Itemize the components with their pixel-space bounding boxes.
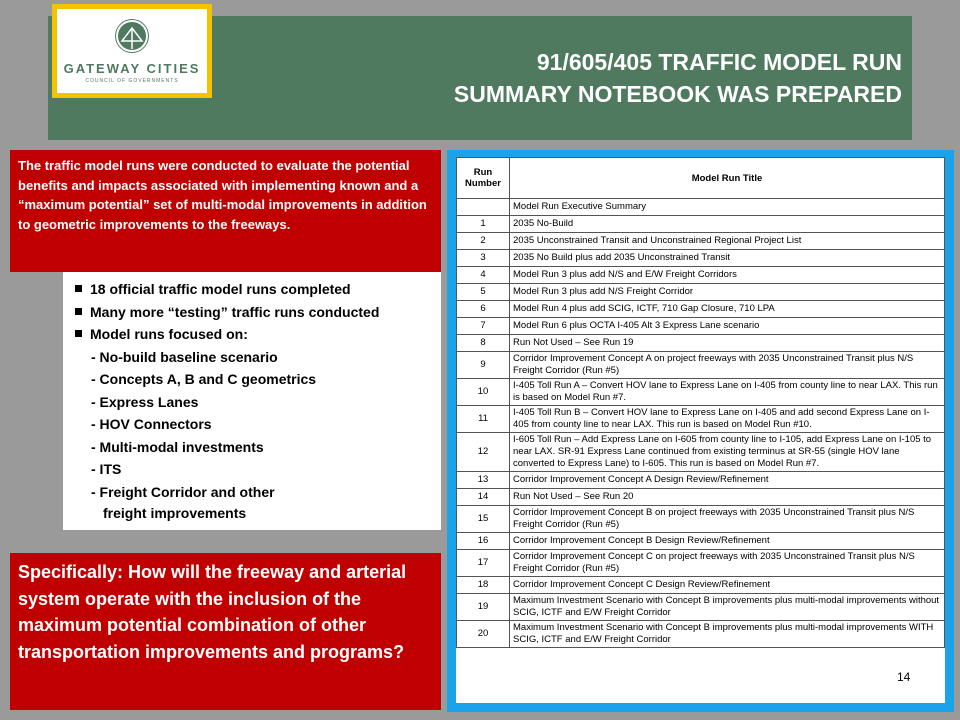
table-row <box>457 577 945 594</box>
table-row <box>457 621 945 648</box>
run-number-cell: 9 <box>457 352 510 379</box>
table-row <box>457 233 945 250</box>
run-number-cell: 14 <box>457 489 510 506</box>
slide-title <box>342 46 902 110</box>
table-row <box>457 199 945 216</box>
logo-emblem-icon <box>115 19 149 53</box>
table-row <box>457 250 945 267</box>
run-number-cell: 17 <box>457 550 510 577</box>
table-row <box>457 506 945 533</box>
run-title-cell: Model Run 3 plus add N/S and E/W Freight Corridors <box>510 267 945 284</box>
model-run-table <box>456 157 945 648</box>
title-line-2: SUMMARY NOTEBOOK WAS PREPARED <box>453 81 902 107</box>
run-title-cell: I-405 Toll Run A – Convert HOV lane to Express Lane on I-405 from county line to near LAX. This run is based on Model Run #7. <box>510 379 945 406</box>
run-title-cell: 2035 Unconstrained Transit and Unconstrained Regional Project List <box>510 233 945 250</box>
table-row <box>457 284 945 301</box>
column-header-run-number: Run Number <box>457 158 510 199</box>
table-row <box>457 216 945 233</box>
sub-list-item: - HOV Connectors <box>91 416 212 432</box>
question-text-box: Specifically: How will the freeway and arterial system operate with the inclusion of the maximum potential combination of other transportation improvements and programs? <box>10 553 441 710</box>
run-number-cell <box>457 199 510 216</box>
run-title-cell: Model Run 6 plus OCTA I-405 Alt 3 Express Lane scenario <box>510 318 945 335</box>
table-row <box>457 335 945 352</box>
sub-list-item: - Freight Corridor and other <box>91 483 275 500</box>
run-number-cell: 7 <box>457 318 510 335</box>
table-row <box>457 301 945 318</box>
run-number-cell: 8 <box>457 335 510 352</box>
run-number-cell: 5 <box>457 284 510 301</box>
run-title-cell: Run Not Used – See Run 20 <box>510 489 945 506</box>
table-body <box>457 199 945 648</box>
table-row <box>457 472 945 489</box>
run-number-cell: 2 <box>457 233 510 250</box>
logo-title: GATEWAY CITIES <box>63 61 201 76</box>
table-row <box>457 594 945 621</box>
run-number-cell: 10 <box>457 379 510 406</box>
table-header-row <box>457 158 945 199</box>
sub-list-item: - No-build baseline scenario <box>91 348 278 365</box>
run-number-cell: 4 <box>457 267 510 284</box>
run-title-cell: Model Run 3 plus add N/S Freight Corridor <box>510 284 945 301</box>
logo-subtitle: COUNCIL OF GOVERNMENTS <box>85 78 179 84</box>
table-row <box>457 267 945 284</box>
square-bullet-icon <box>75 330 82 337</box>
run-title-cell: Maximum Investment Scenario with Concept B improvements plus multi-modal improvements WITH SCIG, ICTF and E/W Freight Corridor <box>510 621 945 648</box>
table-row <box>457 489 945 506</box>
run-title-cell: 2035 No Build plus add 2035 Unconstrained Transit <box>510 250 945 267</box>
table-row <box>457 318 945 335</box>
run-title-cell: Run Not Used – See Run 19 <box>510 335 945 352</box>
square-bullet-icon <box>75 308 82 315</box>
run-number-cell: 15 <box>457 506 510 533</box>
run-number-cell: 6 <box>457 301 510 318</box>
run-title-cell: Corridor Improvement Concept A Design Review/Refinement <box>510 472 945 489</box>
run-number-cell: 13 <box>457 472 510 489</box>
run-number-cell: 12 <box>457 433 510 472</box>
run-number-cell: 19 <box>457 594 510 621</box>
list-item: Model runs focused on: <box>75 323 433 346</box>
page-number: 14 <box>897 670 911 684</box>
table-row <box>457 533 945 550</box>
sub-list-item: - Express Lanes <box>91 393 199 410</box>
run-title-cell: I-405 Toll Run B – Convert HOV lane to Express Lane on I-405 and add second Express Lane on I-405 from county line to near LAX. This run is based on Model Run #10. <box>510 406 945 433</box>
run-number-cell: 20 <box>457 621 510 648</box>
list-item: 18 official traffic model runs completed <box>75 278 433 301</box>
run-title-cell: Corridor Improvement Concept A on project freeways with 2035 Unconstrained Transit plus N/S Freight Corridor (Run #5) <box>510 352 945 379</box>
table-row <box>457 379 945 406</box>
gateway-cities-logo <box>52 4 212 98</box>
run-title-cell: Maximum Investment Scenario with Concept B improvements plus multi-modal improvements without SCIG, ICTF and E/W Freight Corridor <box>510 594 945 621</box>
square-bullet-icon <box>75 285 82 292</box>
table-row <box>457 352 945 379</box>
run-number-cell: 11 <box>457 406 510 433</box>
list-item: Many more “testing” traffic runs conducted <box>75 301 433 324</box>
run-title-cell: I-605 Toll Run – Add Express Lane on I-605 from county line to I-105, add Express Lane on I-105 to near LAX. SR-91 Express Lane continued from existing terminus at SR-55 (single HOV lane converted to Express Lane) to I-605. This run is based on Model Run #7. <box>510 433 945 472</box>
run-title-cell: Model Run 4 plus add SCIG, ICTF, 710 Gap Closure, 710 LPA <box>510 301 945 318</box>
intro-text-box: The traffic model runs were conducted to evaluate the potential benefits and impacts associated with implementing known and a “maximum potential” set of multi-modal improvements in addition to geometric improvements to the freeways. <box>10 150 441 272</box>
sub-list-item: - Multi-modal investments <box>91 438 264 455</box>
run-title-cell: Corridor Improvement Concept B Design Review/Refinement <box>510 533 945 550</box>
table-row <box>457 433 945 472</box>
run-number-cell: 3 <box>457 250 510 267</box>
title-line-1: 91/605/405 TRAFFIC MODEL RUN <box>536 49 902 75</box>
run-title-cell: Corridor Improvement Concept B on project freeways with 2035 Unconstrained Transit plus N/S Freight Corridor (Run #5) <box>510 506 945 533</box>
run-title-cell: Corridor Improvement Concept C on project freeways with 2035 Unconstrained Transit plus N/S Freight Corridor (Run #5) <box>510 550 945 577</box>
run-title-cell: Model Run Executive Summary <box>510 199 945 216</box>
table-row <box>457 406 945 433</box>
run-title-cell: 2035 No-Build <box>510 216 945 233</box>
column-header-model-run-title: Model Run Title <box>510 158 945 199</box>
bullet-list-box <box>63 272 441 530</box>
sub-list-item: - Concepts A, B and C geometrics <box>91 371 317 387</box>
run-number-cell: 1 <box>457 216 510 233</box>
model-run-table-container <box>456 157 945 703</box>
sub-list-item: - ITS <box>91 461 122 477</box>
run-number-cell: 18 <box>457 577 510 594</box>
run-title-cell: Corridor Improvement Concept C Design Review/Refinement <box>510 577 945 594</box>
table-row <box>457 550 945 577</box>
run-number-cell: 16 <box>457 533 510 550</box>
sub-list-item-continuation: freight improvements <box>103 505 247 521</box>
